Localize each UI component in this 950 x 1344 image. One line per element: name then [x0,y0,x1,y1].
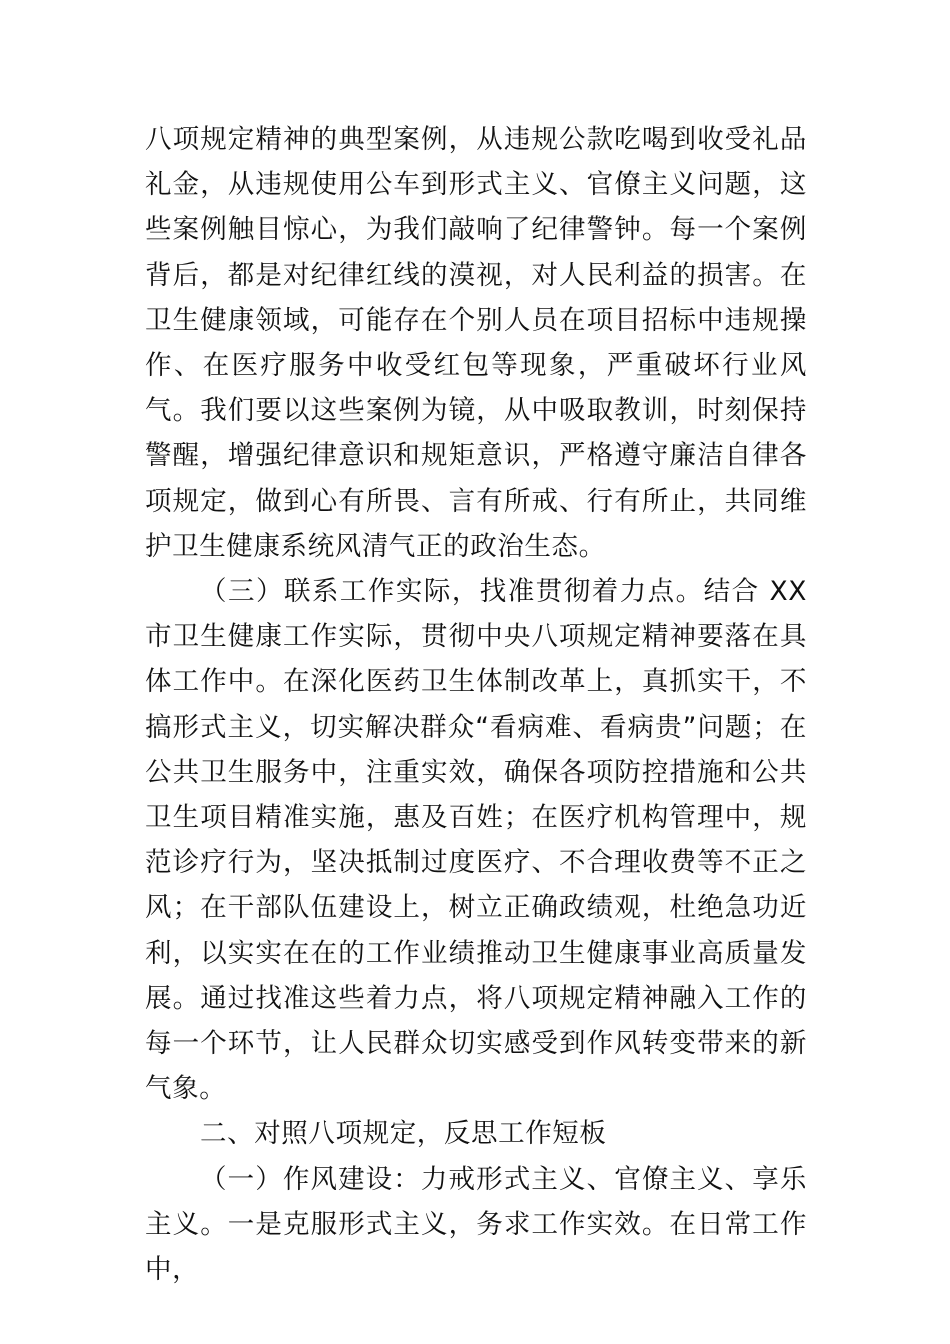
paragraph-work-focus: （三）联系工作实际，找准贯彻着力点。结合 XX 市卫生健康工作实际，贯彻中央八项规定精神要落在具体工作中。在深化医药卫生体制改革上，真抓实干，不搞形式主义，切实解决群众“看病难、看病贵”问题；在公共卫生服务中，注重实效，确保各项防控措施和公共卫生项目精准实施，惠及百姓；在医疗机构管理中，规范诊疗行为，坚决抵制过度医疗、不合理收费等不正之风；在干部队伍建设上，树立正确政绩观，杜绝急功近利，以实实在在的工作业绩推动卫生健康事业高质量发展。通过找准这些着力点，将八项规定精神融入工作的每一个环节，让人民群众切实感受到作风转变带来的新气象。 [145,576,807,1105]
document-page [145,117,807,1292]
section-heading-reflect-shortcomings: 二、对照八项规定，反思工作短板 [200,1118,607,1150]
paragraph-case-warning: 八项规定精神的典型案例，从违规公款吃喝到收受礼品礼金，从违规使用公车到形式主义、官僚主义问题，这些案例触目惊心，为我们敲响了纪律警钟。每一个案例背后，都是对纪律红线的漠视，对人民利益的损害。在卫生健康领域，可能存在个别人员在项目招标中违规操作、在医疗服务中收受红包等现象，严重破坏行业风气。我们要以这些案例为镜，从中吸取教训，时刻保持警醒，增强纪律意识和规矩意识，严格遵守廉洁自律各项规定，做到心有所畏、言有所戒、行有所止，共同维护卫生健康系统风清气正的政治生态。 [145,124,807,562]
paragraph-work-style: （一）作风建设：力戒形式主义、官僚主义、享乐主义。一是克服形式主义，务求工作实效。在日常工作中， [145,1163,807,1286]
